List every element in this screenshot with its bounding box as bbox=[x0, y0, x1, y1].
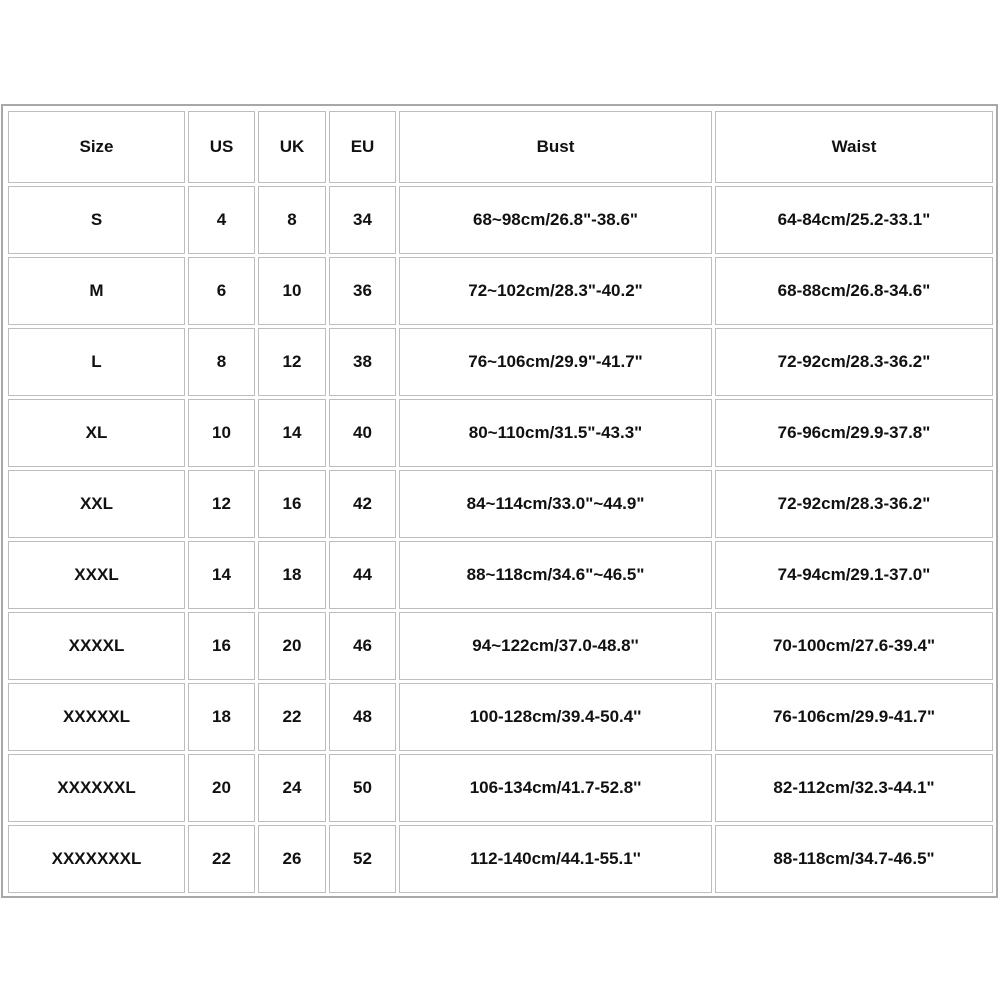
cell-waist: 70-100cm/27.6-39.4" bbox=[715, 612, 993, 680]
header-size: Size bbox=[8, 111, 185, 183]
cell-eu: 46 bbox=[329, 612, 396, 680]
cell-bust: 76~106cm/29.9"-41.7" bbox=[399, 328, 712, 396]
table-row bbox=[8, 825, 993, 893]
cell-us: 14 bbox=[188, 541, 255, 609]
size-table bbox=[5, 108, 996, 896]
table-row bbox=[8, 683, 993, 751]
cell-size: XXXXXXL bbox=[8, 754, 185, 822]
cell-bust: 94~122cm/37.0-48.8'' bbox=[399, 612, 712, 680]
header-us: US bbox=[188, 111, 255, 183]
header-uk: UK bbox=[258, 111, 326, 183]
cell-us: 22 bbox=[188, 825, 255, 893]
cell-size: XXXXXL bbox=[8, 683, 185, 751]
cell-eu: 50 bbox=[329, 754, 396, 822]
cell-us: 18 bbox=[188, 683, 255, 751]
table-row bbox=[8, 470, 993, 538]
cell-size: XXXXL bbox=[8, 612, 185, 680]
cell-waist: 82-112cm/32.3-44.1" bbox=[715, 754, 993, 822]
header-row bbox=[8, 111, 993, 183]
header-eu: EU bbox=[329, 111, 396, 183]
cell-us: 10 bbox=[188, 399, 255, 467]
cell-us: 6 bbox=[188, 257, 255, 325]
table-row bbox=[8, 612, 993, 680]
cell-waist: 76-96cm/29.9-37.8" bbox=[715, 399, 993, 467]
cell-us: 16 bbox=[188, 612, 255, 680]
cell-us: 8 bbox=[188, 328, 255, 396]
table-row bbox=[8, 399, 993, 467]
cell-uk: 8 bbox=[258, 186, 326, 254]
cell-bust: 112-140cm/44.1-55.1'' bbox=[399, 825, 712, 893]
cell-uk: 26 bbox=[258, 825, 326, 893]
cell-waist: 74-94cm/29.1-37.0" bbox=[715, 541, 993, 609]
size-chart bbox=[1, 104, 998, 898]
cell-waist: 64-84cm/25.2-33.1" bbox=[715, 186, 993, 254]
header-waist: Waist bbox=[715, 111, 993, 183]
table-row bbox=[8, 186, 993, 254]
cell-size: S bbox=[8, 186, 185, 254]
cell-uk: 22 bbox=[258, 683, 326, 751]
cell-size: XL bbox=[8, 399, 185, 467]
cell-eu: 38 bbox=[329, 328, 396, 396]
cell-eu: 42 bbox=[329, 470, 396, 538]
cell-uk: 18 bbox=[258, 541, 326, 609]
cell-uk: 20 bbox=[258, 612, 326, 680]
cell-waist: 88-118cm/34.7-46.5" bbox=[715, 825, 993, 893]
table-row bbox=[8, 257, 993, 325]
cell-waist: 72-92cm/28.3-36.2" bbox=[715, 328, 993, 396]
cell-us: 4 bbox=[188, 186, 255, 254]
cell-uk: 16 bbox=[258, 470, 326, 538]
cell-eu: 52 bbox=[329, 825, 396, 893]
cell-size: XXXXXXXL bbox=[8, 825, 185, 893]
cell-waist: 76-106cm/29.9-41.7" bbox=[715, 683, 993, 751]
cell-size: M bbox=[8, 257, 185, 325]
cell-uk: 24 bbox=[258, 754, 326, 822]
cell-uk: 12 bbox=[258, 328, 326, 396]
cell-bust: 72~102cm/28.3"-40.2" bbox=[399, 257, 712, 325]
table-row bbox=[8, 328, 993, 396]
cell-bust: 106-134cm/41.7-52.8'' bbox=[399, 754, 712, 822]
cell-bust: 80~110cm/31.5"-43.3" bbox=[399, 399, 712, 467]
cell-eu: 36 bbox=[329, 257, 396, 325]
cell-waist: 68-88cm/26.8-34.6" bbox=[715, 257, 993, 325]
cell-bust: 88~118cm/34.6"~46.5" bbox=[399, 541, 712, 609]
cell-bust: 68~98cm/26.8"-38.6" bbox=[399, 186, 712, 254]
cell-eu: 34 bbox=[329, 186, 396, 254]
cell-size: L bbox=[8, 328, 185, 396]
cell-waist: 72-92cm/28.3-36.2" bbox=[715, 470, 993, 538]
cell-bust: 100-128cm/39.4-50.4'' bbox=[399, 683, 712, 751]
cell-eu: 40 bbox=[329, 399, 396, 467]
cell-uk: 14 bbox=[258, 399, 326, 467]
cell-size: XXXL bbox=[8, 541, 185, 609]
cell-bust: 84~114cm/33.0"~44.9" bbox=[399, 470, 712, 538]
cell-us: 20 bbox=[188, 754, 255, 822]
cell-us: 12 bbox=[188, 470, 255, 538]
cell-uk: 10 bbox=[258, 257, 326, 325]
cell-size: XXL bbox=[8, 470, 185, 538]
table-row bbox=[8, 541, 993, 609]
table-row bbox=[8, 754, 993, 822]
header-bust: Bust bbox=[399, 111, 712, 183]
cell-eu: 48 bbox=[329, 683, 396, 751]
cell-eu: 44 bbox=[329, 541, 396, 609]
